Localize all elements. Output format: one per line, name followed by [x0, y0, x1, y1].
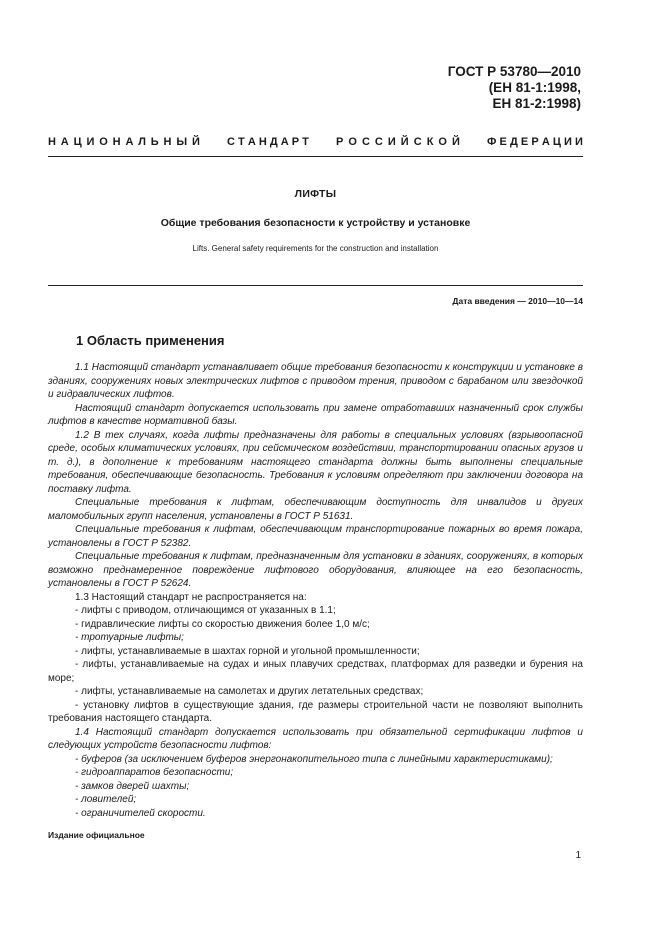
- paragraph: 1.4 Настоящий стандарт допускается использовать при обязательной сертификации лифтов и следующих устройств безопасности лифтов:: [48, 726, 583, 751]
- paragraph: - буферов (за исключением буферов энергонакопительного типа с линейными характеристиками);: [75, 753, 553, 765]
- banner-word: Р О С С И Й С К О Й: [336, 136, 460, 148]
- official-edition-label: Издание официальное: [48, 830, 145, 840]
- page-number: 1: [575, 850, 581, 861]
- banner-word: Н А Ц И О Н А Л Ь Н Ы Й: [48, 136, 200, 148]
- paragraph: - замков дверей шахты;: [75, 780, 190, 792]
- paragraph: Специальные требования к лифтам, обеспечивающим доступность для инвалидов и других маломобильных групп населения, установлены в ГОСТ Р 51631.: [48, 497, 583, 522]
- document-subtitle: Общие требования безопасности к устройству и установке: [160, 217, 471, 229]
- en-reference-1: (ЕН 81-1:1998,: [488, 80, 581, 95]
- paragraph: - лифты, устанавливаемые на самолетах и других летательных средствах;: [75, 686, 424, 697]
- section-body: [48, 361, 583, 820]
- paragraph: Специальные требования к лифтам, обеспечивающим транспортирование пожарных во время пожара, установлены в ГОСТ Р 52382.: [48, 524, 583, 549]
- banner-word: С Т А Н Д А Р Т: [227, 136, 309, 148]
- paragraph: - лифты с приводом, отличающимся от указанных в 1.1;: [75, 605, 336, 616]
- gost-number: ГОСТ Р 53780—2010: [447, 64, 581, 79]
- effective-date: Дата введения — 2010—10—14: [452, 296, 583, 306]
- paragraph: 1.3 Настоящий стандарт не распространяется на:: [75, 591, 307, 603]
- paragraph: - гидравлические лифты со скоростью движения более 1,0 м/с;: [75, 618, 370, 630]
- english-title: Lifts. General safety requirements for the construction and installation: [192, 244, 439, 253]
- paragraph: 1.2 В тех случаях, когда лифты предназначены для работы в специальных условиях (взрывоопасной среде, особых климатических условиях, при сейсмическом воздействии, транспортировании опасных грузов и т. д.), в дополнение к требованиям настоящего стандарта должны быть выполнены специальные требования, обеспечивающие безопасность. Требования к условиям определяют при заключении договора на поставку лифта.: [48, 429, 583, 495]
- banner-word: Ф Е Д Е Р А Ц И И: [487, 136, 583, 148]
- top-divider: [48, 156, 583, 157]
- paragraph: - лифты, устанавливаемые на судах и иных плавучих средствах, платформах для разведки и бурения на море;: [48, 659, 583, 684]
- paragraph: - лифты, устанавливаемые в шахтах горной и угольной промышленности;: [75, 645, 420, 657]
- bottom-divider: [48, 285, 583, 286]
- paragraph: Настоящий стандарт допускается использовать при замене отработавших назначенный срок службы лифтов в качестве нормативной базы.: [48, 402, 583, 427]
- paragraph: - тротуарные лифты;: [75, 632, 184, 643]
- paragraph: 1.1 Настоящий стандарт устанавливает общие требования безопасности к конструкции и установке в зданиях, сооружениях новых электрических лифтов с приводом трения, приводом с барабаном или звездочкой и гидравлических лифтов.: [48, 362, 583, 400]
- paragraph: - ограничителей скорости.: [75, 807, 206, 819]
- standard-designation: [448, 64, 581, 112]
- paragraph: - гидроаппаратов безопасности;: [75, 767, 234, 778]
- en-reference-2: ЕН 81-2:1998): [492, 96, 581, 111]
- paragraph: - установку лифтов в существующие здания, где размеры строительной части не позволяют выполнить требования настоящего стандарта.: [48, 699, 583, 724]
- national-standard-banner: [48, 136, 583, 148]
- paragraph: Специальные требования к лифтам, предназначенным для установки в зданиях, сооружениях, в которых возможно преднамеренное повреждение лифтового оборудования, влияющее на его безопасность, установлены в ГОСТ Р 52624.: [48, 551, 583, 589]
- document-title: ЛИФТЫ: [294, 188, 337, 200]
- section-heading: 1 Область применения: [76, 333, 225, 348]
- paragraph: - ловителей;: [75, 794, 137, 805]
